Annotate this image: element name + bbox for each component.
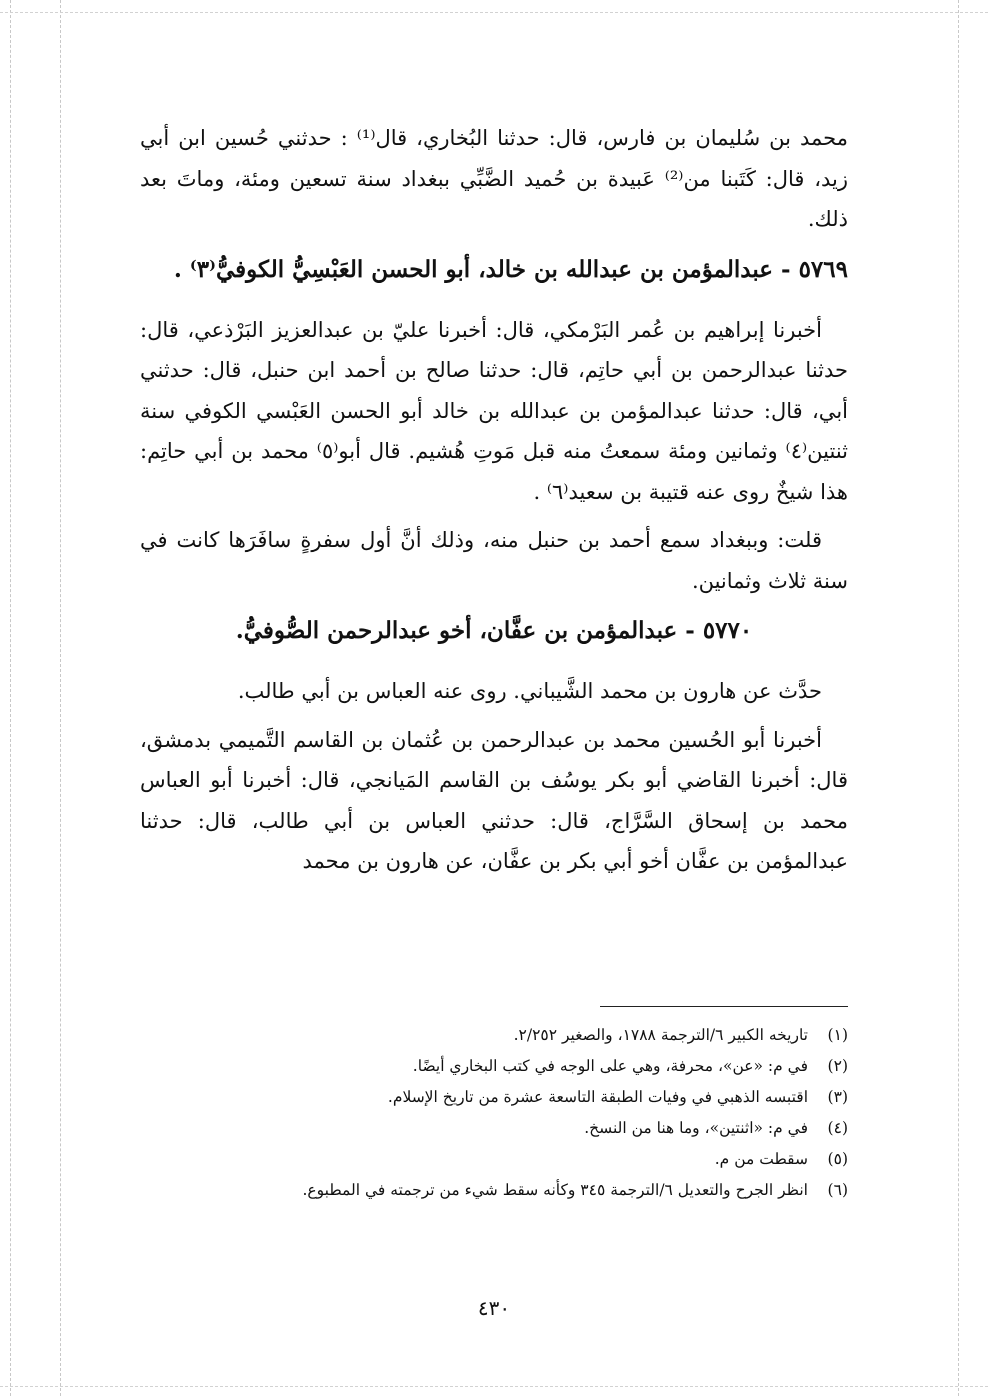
paragraph: قلت: وببغداد سمع أحمد بن حنبل منه، وذلك أنَّ أول سفرةٍ سافَرَها كانت في سنة ثلاث وثمانين. <box>140 528 848 593</box>
footnote-number: (٦) <box>827 1181 848 1199</box>
footnote <box>140 1175 848 1206</box>
footnote-text: في م: «اثنتين»، وما هنا من النسخ. <box>584 1119 808 1137</box>
paragraph: أخبرنا إبراهيم بن عُمر البَرْمكي، قال: أخبرنا عليّ بن عبدالعزيز البَرْذعي، قال: حدثنا عبدالرحمن بن أبي حاتِم، قال: حدثنا صالح بن أحمد ابن حنبل، قال: حدثني أبي، قال: حدثنا عبدالمؤمن بن عبدالله بن خالد أبو الحسن العَبْسي الكوفي سنة ثنتين⁽٤⁾ وثمانين ومئة سمعتُ منه قبل مَوتِ هُشيم. قال أبو⁽٥⁾ محمد بن أبي حاتِم: هذا شيخٌ روى عنه قتيبة بن سعيد⁽٦⁾ . <box>140 317 848 504</box>
entry-heading-5770: ٥٧٧٠ - عبدالمؤمن بن عفَّان، أخو عبدالرحمن الصُّوفيُّ. <box>235 617 753 644</box>
footnote-number: (١) <box>827 1026 848 1044</box>
footnote-text: انظر الجرح والتعديل ٦/الترجمة ٣٤٥ وكأنه سقط شيء من ترجمته في المطبوع. <box>302 1181 808 1199</box>
footnote-text: تاريخه الكبير ٦/الترجمة ١٧٨٨، والصغير ٢/٢٥٢. <box>513 1026 808 1044</box>
footnote <box>140 1144 848 1175</box>
footnote-text: في م: «عن»، محرفة، وهي على الوجه في كتب البخاري أيضًا. <box>412 1057 808 1075</box>
paragraph: أخبرنا أبو الحُسين محمد بن عبدالرحمن بن عُثمان بن القاسم التَّميمي بدمشق، قال: أخبرنا القاضي أبو بكر يوسُف بن القاسم المَيانجي، قال: أخبرنا أبو العباس محمد بن إسحاق السَّرَّاج، قال: حدثني العباس بن أبي طالب، قال: حدثنا عبدالمؤمن بن عفَّان أخو أبي بكر بن عفَّان، عن هارون بن محمد <box>140 727 848 873</box>
scan-guide-line <box>60 0 61 1396</box>
footnote <box>140 1113 848 1144</box>
footnote-number: (٢) <box>827 1057 848 1075</box>
page-number: ٤٣٠ <box>477 1296 511 1320</box>
footnote <box>140 1020 848 1051</box>
footnote <box>140 1051 848 1082</box>
footnote-number: (٥) <box>827 1150 848 1168</box>
footnote-number: (٤) <box>827 1119 848 1137</box>
footnote-text: اقتبسه الذهبي في وفيات الطبقة التاسعة عشرة من تاريخ الإسلام. <box>387 1088 808 1106</box>
scan-guide-line <box>0 1386 988 1387</box>
footnote-number: (٣) <box>827 1088 848 1106</box>
footnotes <box>140 1020 848 1206</box>
footnote-text: سقطت من م. <box>714 1150 808 1168</box>
footnote <box>140 1082 848 1113</box>
paragraph: حدَّث عن هارون بن محمد الشَّيباني. روى عنه العباس بن أبي طالب. <box>237 679 822 703</box>
page-body <box>140 118 848 882</box>
scan-guide-line <box>0 12 988 13</box>
entry-heading-5769: ٥٧٦٩ - عبدالمؤمن بن عبدالله بن خالد، أبو الحسن العَبْسِيُّ الكوفيُّ⁽٣⁾ . <box>173 255 848 283</box>
paragraph: محمد بن سُليمان بن فارس، قال: حدثنا البُخاري، قال⁽¹⁾ : حدثني حُسين ابن أبي زيد، قال: كَتَبنا من⁽²⁾ عَبيدة بن حُميد الضَّبِّي ببغداد سنة تسعين ومئة، وماتَ بعد ذلك. <box>140 126 848 231</box>
scan-guide-line <box>958 0 959 1396</box>
scan-guide-line <box>10 0 11 1396</box>
footnote-divider <box>600 1006 848 1007</box>
